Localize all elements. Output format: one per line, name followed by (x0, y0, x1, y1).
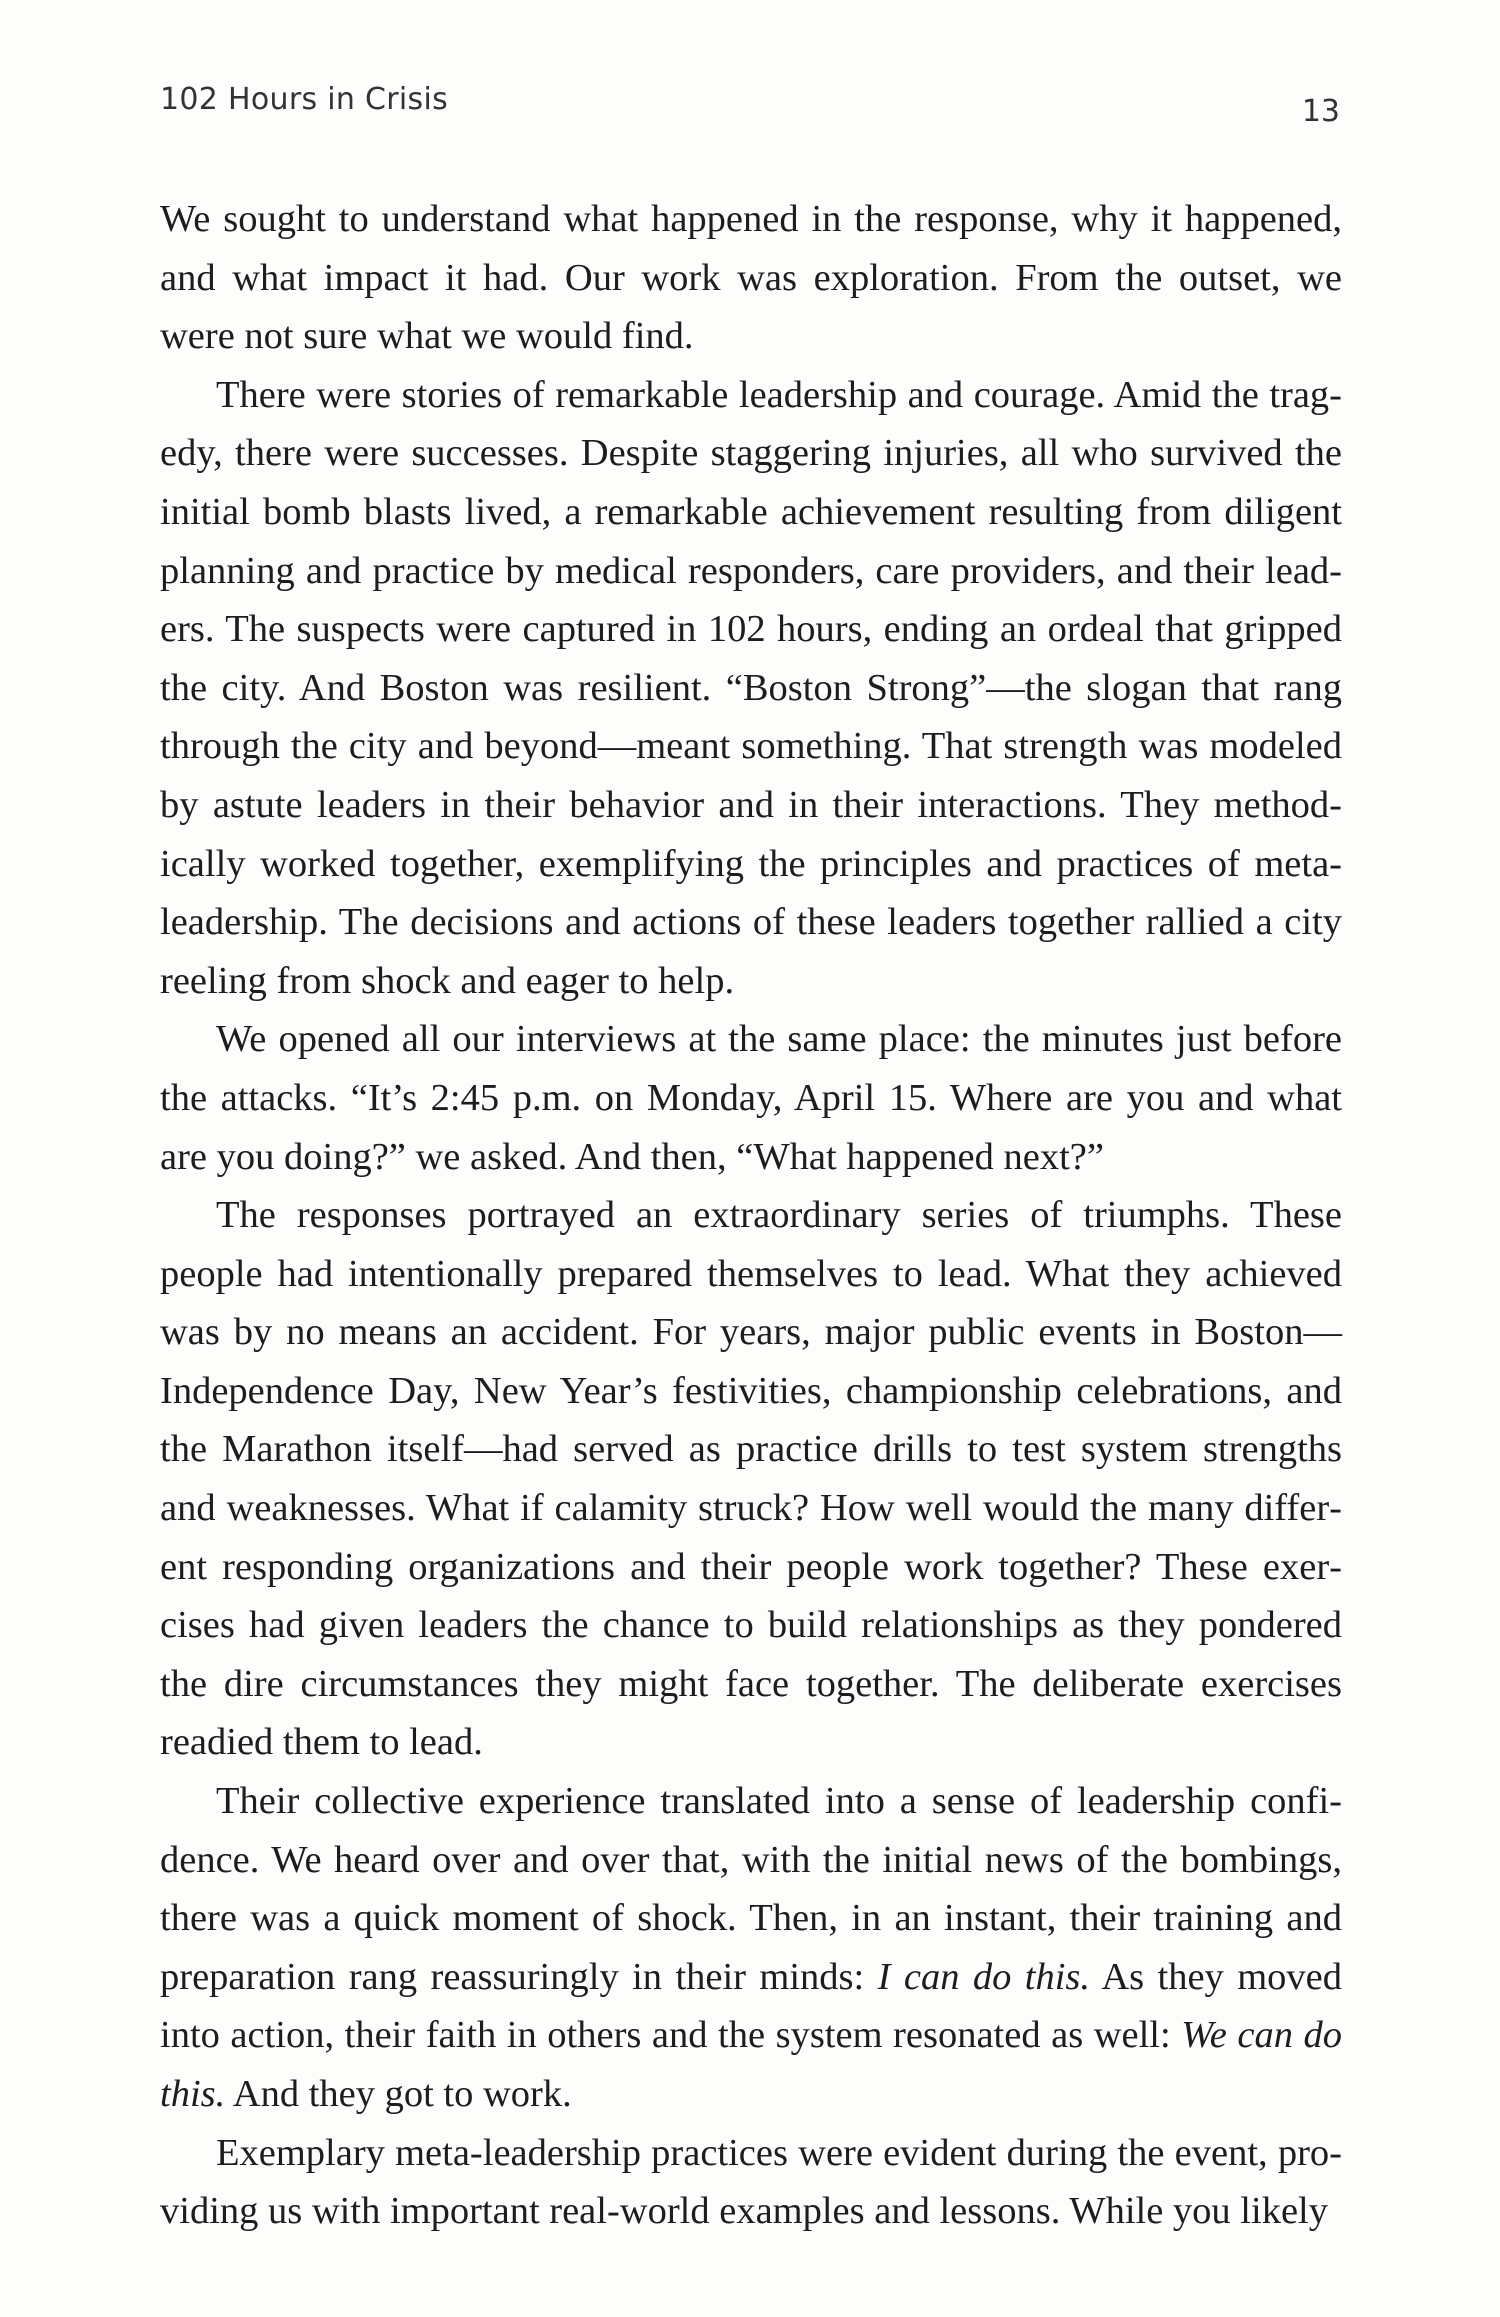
paragraph-5-italic-b: We can do this. (160, 2014, 1342, 2115)
paragraph-6: Exemplary meta-leadership practices were evident during the event, providing us with important real-world examples and lessons. While you likely (160, 2131, 1342, 2233)
running-title: 102 Hours in Crisis (160, 82, 449, 117)
running-header (160, 82, 1340, 132)
paragraph-5-text-a: Their collective experience translated into a sense of leadership confidence. We heard over and over that, with the initial news of the bombings, there was a quick moment of shock. Then, in an instant, their training and preparation rang reassuringly in their minds: (160, 1780, 1342, 1998)
paragraph-5-italic-a: I can do this. (877, 1955, 1091, 1998)
body-text (160, 190, 1342, 2241)
paragraph-5-text-b: As they moved into action, their faith in others and the system resonated as well: (160, 1955, 1342, 2057)
paragraph-1: We sought to understand what happened in the response, why it happened, and what impact it had. Our work was exploration. From the outset, we were not sure what we would find. (160, 198, 1342, 358)
paragraph-2: There were stories of remarkable leadership and courage. Amid the tragedy, there were successes. Despite staggering injuries, all who survived the initial bomb blasts lived, a remarkable achievement resulting from diligent planning and practice by medical responders, care providers, and their leaders. The suspects were captured in 102 hours, ending an ordeal that gripped the city. And Boston was resilient. “Boston Strong”—the slogan that rang through the city and beyond—meant something. That strength was modeled by astute leaders in their behavior and in their interactions. They methodically worked together, exemplifying the principles and practices of meta-leadership. The decisions and actions of these leaders together rallied a city reeling from shock and eager to help. (160, 373, 1342, 1002)
paragraph-5-text-c: And they got to work. (225, 2073, 572, 2115)
paragraph-3: We opened all our interviews at the same place: the minutes just before the attacks. “It’s 2:45 p.m. on Monday, April 15. Where are you and what are you doing?” we asked. And then, “What happened next?” (160, 1018, 1342, 1178)
paragraph-5 (160, 1772, 1342, 2124)
paragraph-4: The responses portrayed an extraordinary series of triumphs. These people had intentionally prepared themselves to lead. What they achieved was by no means an accident. For years, major public events in Boston— Independence Day, New Year’s festivities, championship celebrations, and the Marathon itself—had served as practice drills to test system strengths and weaknesses. What if calamity struck? How well would the many different responding organizations and their people work together? These exercises had given leaders the chance to build relationships as they pondered the dire circumstances they might face together. The deliberate exercises readied them to lead. (160, 1194, 1342, 1764)
page-number: 13 (1301, 94, 1340, 129)
